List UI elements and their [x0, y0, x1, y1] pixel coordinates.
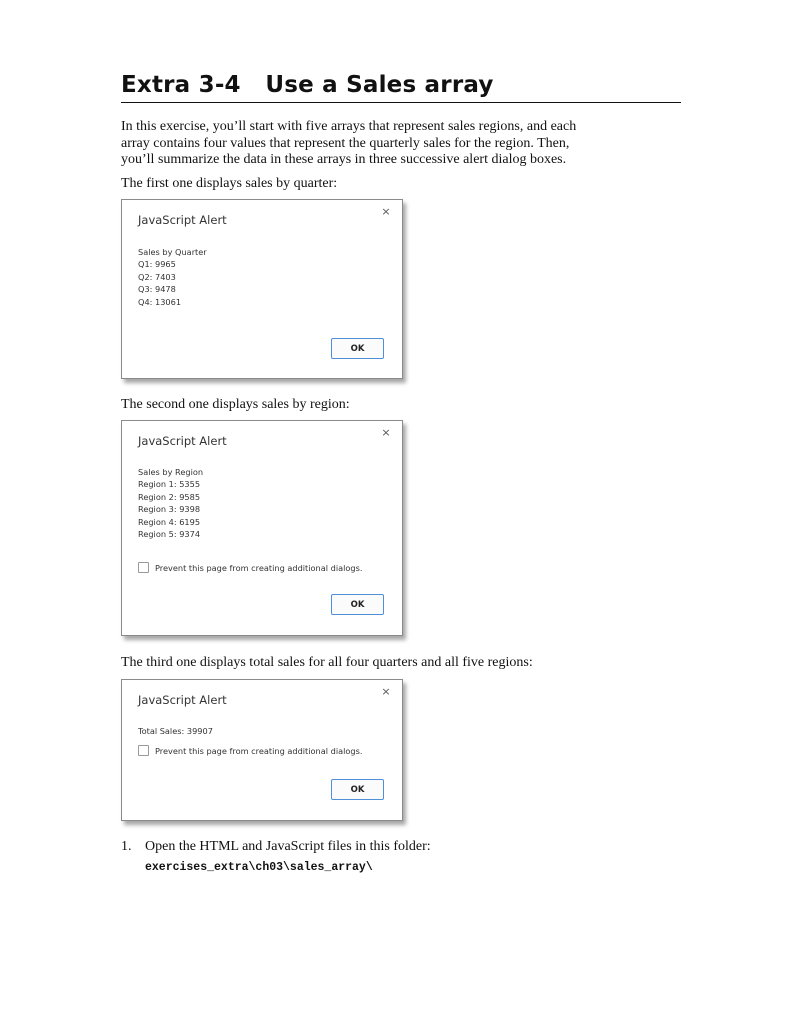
alert-dialog-quarter	[121, 199, 403, 379]
message-line: Sales by Region	[138, 467, 204, 477]
message-line: Q4: 13061	[138, 296, 182, 307]
dialog-message	[138, 725, 213, 737]
dialog-title: JavaScript Alert	[138, 434, 227, 448]
intro-line: you’ll summarize the data in these arrays in three successive alert dialog boxes.	[121, 152, 567, 167]
ok-button[interactable]: OK	[331, 779, 384, 800]
close-icon[interactable]: ×	[381, 205, 391, 218]
prevent-dialogs-option	[138, 745, 362, 756]
prevent-dialogs-checkbox[interactable]	[138, 745, 149, 756]
dialog-message	[138, 246, 207, 308]
message-line: Region 2: 9585	[138, 491, 201, 502]
ok-button[interactable]: OK	[331, 594, 384, 615]
dialog-title: JavaScript Alert	[138, 213, 227, 227]
prevent-dialogs-checkbox[interactable]	[138, 562, 149, 573]
close-icon[interactable]: ×	[381, 685, 391, 698]
message-line: Region 3: 9398	[138, 504, 201, 515]
message-line: Q1: 9965	[138, 259, 176, 270]
message-line: Total Sales: 39907	[138, 726, 213, 736]
caption-first: The first one displays sales by quarter:	[121, 176, 338, 191]
intro-paragraph	[121, 119, 576, 169]
caption-second: The second one displays sales by region:	[121, 397, 350, 412]
message-line: Region 5: 9374	[138, 529, 201, 540]
close-icon[interactable]: ×	[381, 426, 391, 439]
exercise-title: Use a Sales array	[265, 72, 494, 98]
caption-third: The third one displays total sales for all four quarters and all five regions:	[121, 655, 533, 670]
dialog-message	[138, 466, 203, 540]
prevent-dialogs-label: Prevent this page from creating additional dialogs.	[155, 562, 363, 573]
title-divider	[121, 102, 681, 103]
prevent-dialogs-option	[138, 562, 362, 573]
alert-dialog-total	[121, 679, 403, 821]
prevent-dialogs-label: Prevent this page from creating additional dialogs.	[155, 745, 363, 756]
message-line: Region 4: 6195	[138, 516, 201, 527]
message-line: Region 1: 5355	[138, 479, 201, 490]
page-title	[121, 72, 494, 98]
dialog-title: JavaScript Alert	[138, 693, 227, 707]
message-line: Q2: 7403	[138, 271, 176, 282]
intro-line: array contains four values that represent the quarterly sales for the region. Then,	[121, 135, 570, 151]
ok-button[interactable]: OK	[331, 338, 384, 359]
intro-line: In this exercise, you’ll start with five arrays that represent sales regions, and each	[121, 119, 577, 134]
message-line: Sales by Quarter	[138, 247, 207, 257]
step-number: 1.	[121, 839, 132, 854]
alert-dialog-region	[121, 420, 403, 636]
exercise-number: Extra 3-4	[121, 72, 241, 98]
message-line: Q3: 9478	[138, 284, 176, 295]
step-text: Open the HTML and JavaScript files in this folder:	[145, 839, 431, 854]
folder-path: exercises_extra\ch03\sales_array\	[145, 861, 373, 874]
